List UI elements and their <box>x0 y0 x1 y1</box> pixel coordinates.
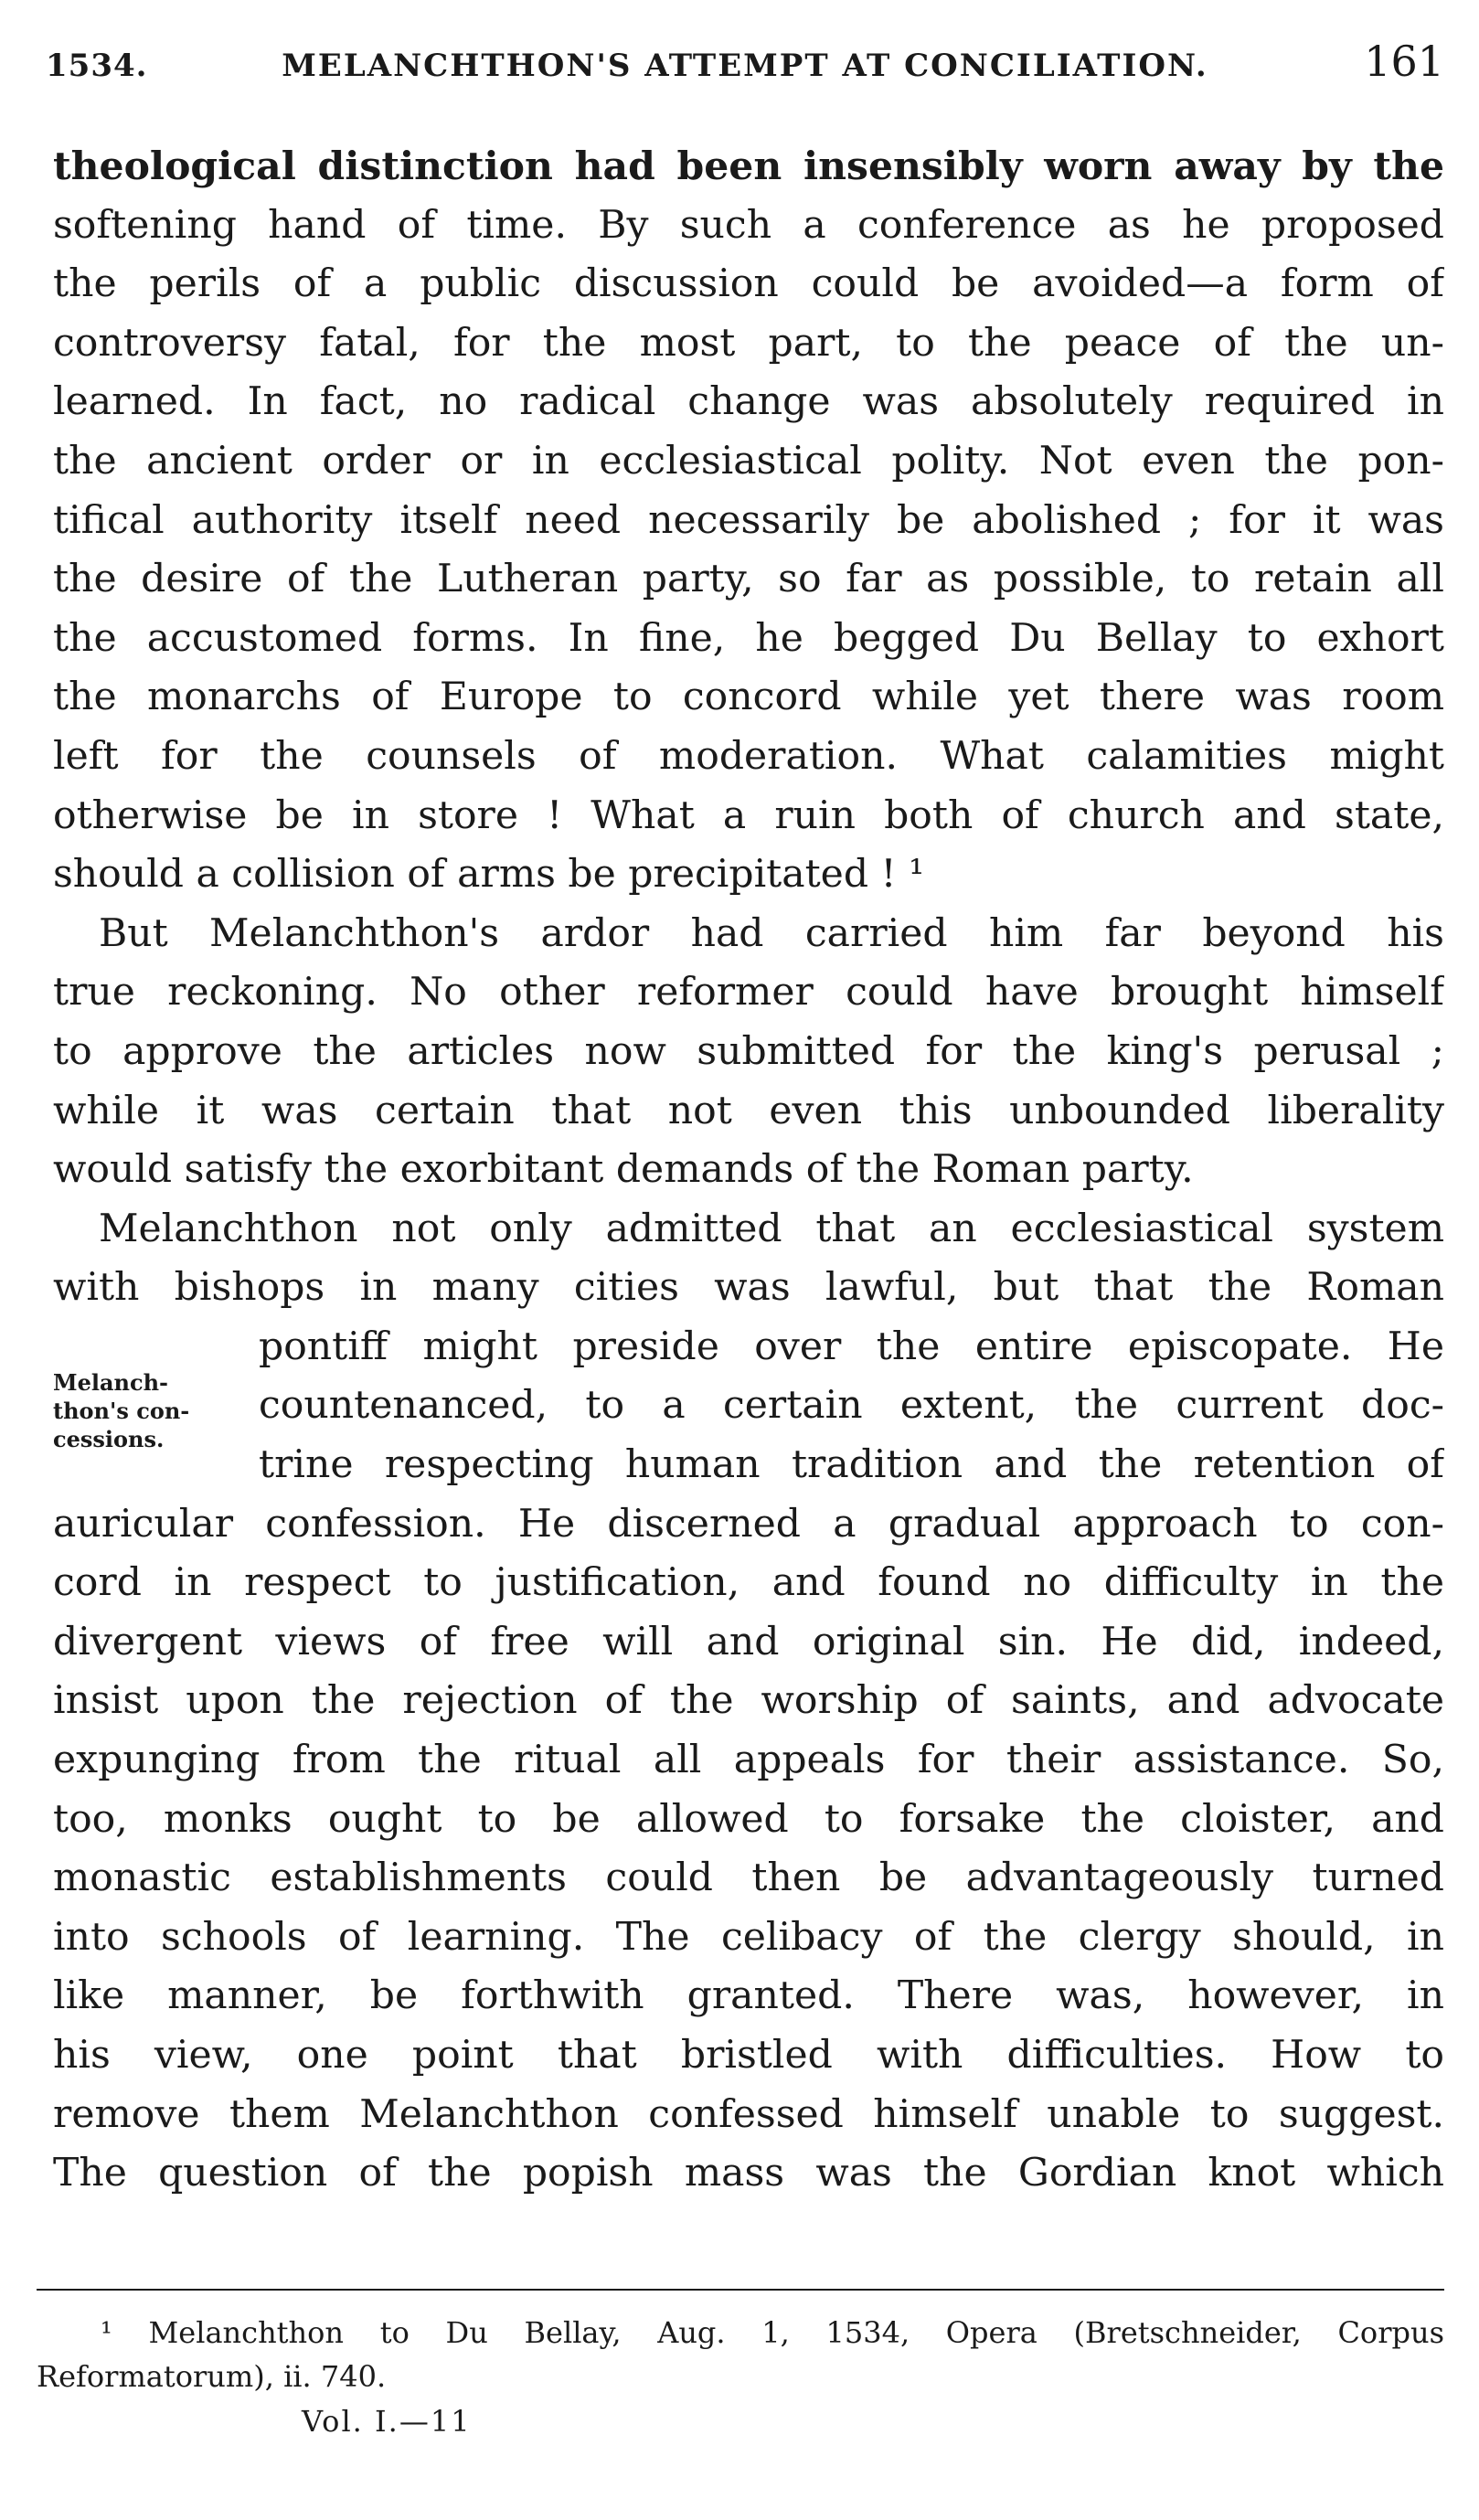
footnote-divider <box>37 2289 1444 2291</box>
header-year: 1534. <box>46 48 148 84</box>
text-line: the monarchs of Europe to concord while yet there was room <box>53 675 1444 720</box>
text-line: auricular confession. He discerned a gradual approach to con- <box>53 1501 1444 1547</box>
text-line: insist upon the rejection of the worship of saints, and advocate <box>53 1678 1444 1724</box>
text-line: to approve the articles now submitted for the king's perusal ; <box>53 1028 1444 1074</box>
text-line: like manner, be forthwith granted. There was, however, in <box>53 1973 1444 2019</box>
text-line: monastic establishments could then be advantageously turned <box>53 1855 1444 1901</box>
text-line: softening hand of time. By such a conference as he proposed <box>53 202 1444 248</box>
text-line: But Melanchthon's ardor had carried him far beyond his <box>99 910 1444 956</box>
footnote-line: ¹ Melanchthon to Du Bellay, Aug. 1, 1534, Opera (Bretschneider, Corpus <box>101 2315 1444 2350</box>
text-line: controversy fatal, for the most part, to the peace of the un- <box>53 320 1444 366</box>
text-line: should a collision of arms be precipitated ! ¹ <box>53 852 925 898</box>
text-line: trine respecting human tradition and the retention of <box>259 1442 1444 1488</box>
text-line: with bishops in many cities was lawful, but that the Roman <box>53 1265 1444 1311</box>
text-line: The question of the popish mass was the Gordian knot which <box>53 2151 1444 2196</box>
text-line: remove them Melanchthon confessed himself unable to suggest. <box>53 2091 1444 2137</box>
text-line: divergent views of free will and original sin. He did, indeed, <box>53 1619 1444 1664</box>
text-line: the accustomed forms. In fine, he begged Du Bellay to exhort <box>53 615 1444 661</box>
text-line: into schools of learning. The celibacy of the clergy should, in <box>53 1914 1444 1960</box>
text-line: Melanchthon not only admitted that an ecclesiastical system <box>99 1206 1444 1251</box>
running-header <box>46 37 1444 91</box>
text-line: pontiff might preside over the entire episcopate. He <box>259 1324 1444 1369</box>
text-line: would satisfy the exorbitant demands of the Roman party. <box>53 1147 1194 1193</box>
text-line: theological distinction had been insensibly worn away by the <box>53 144 1444 189</box>
text-line: the ancient order or in ecclesiastical polity. Not even the pon- <box>53 438 1444 484</box>
margin-note-line: thon's con- <box>53 1398 190 1424</box>
text-line: too, monks ought to be allowed to forsake the cloister, and <box>53 1796 1444 1842</box>
text-line: tifical authority itself need necessarily be abolished ; for it was <box>53 497 1444 543</box>
running-title: MELANCHTHON'S ATTEMPT AT CONCILIATION. <box>282 48 1208 84</box>
text-line: expunging from the ritual all appeals for their assistance. So, <box>53 1738 1444 1783</box>
text-line: while it was certain that not even this unbounded liberality <box>53 1088 1444 1133</box>
text-line: true reckoning. No other reformer could have brought himself <box>53 970 1444 1015</box>
text-line: cord in respect to justification, and found no difficulty in the <box>53 1560 1444 1606</box>
text-line: his view, one point that bristled with difficulties. How to <box>53 2033 1444 2078</box>
text-line: the desire of the Lutheran party, so far as possible, to retain all <box>53 557 1444 602</box>
signature-mark: Vol. I.—11 <box>302 2404 472 2439</box>
text-line: countenanced, to a certain extent, the current doc- <box>259 1383 1444 1429</box>
margin-note-line: cessions. <box>53 1426 165 1452</box>
body-text <box>53 137 1444 2204</box>
margin-note-line: Melanch- <box>53 1369 168 1396</box>
margin-note <box>53 1368 218 1453</box>
text-line: the perils of a public discussion could be avoided—a form of <box>53 261 1444 307</box>
footnote-line: Reformatorum), ii. 740. <box>37 2359 387 2394</box>
text-line: otherwise be in store ! What a ruin both of church and state, <box>53 792 1444 838</box>
text-line: learned. In fact, no radical change was absolutely required in <box>53 379 1444 425</box>
footnote <box>37 2311 1444 2398</box>
page-number: 161 <box>1364 37 1444 86</box>
text-line: left for the counsels of moderation. What calamities might <box>53 733 1444 779</box>
